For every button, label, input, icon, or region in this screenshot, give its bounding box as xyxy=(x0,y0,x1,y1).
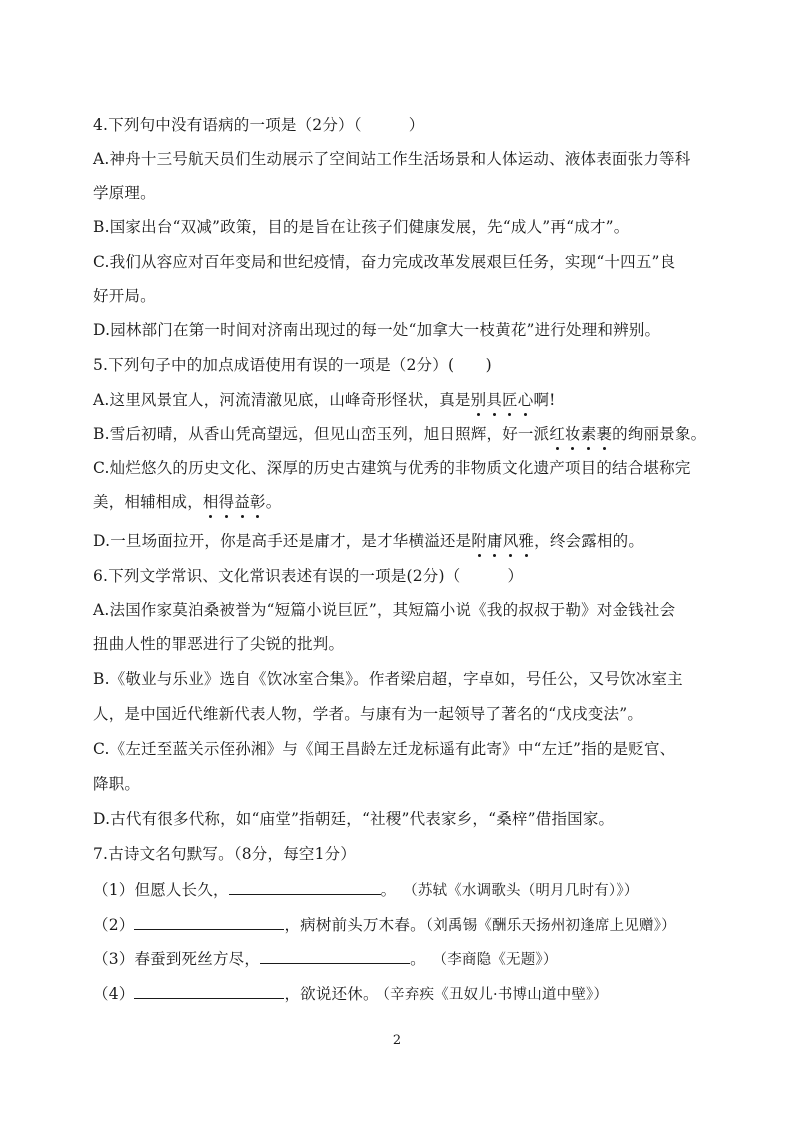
q7-item-3: （3）春蚕到死丝方尽， 。 （李商隐《无题》） xyxy=(93,947,708,971)
q4-option-c-line2: 好开局。 xyxy=(93,287,156,305)
q5-d-idiom: 附庸风雅 xyxy=(471,532,535,550)
q6-option-c-line1: C.《左迁至蓝关示侄孙湘》与《闻王昌龄左迁龙标遥有此寄》中“左迁”指的是贬官、 xyxy=(93,740,676,758)
q7-item-1: （1）但愿人长久， 。 （苏轼《水调歌头（明月几时有）》） xyxy=(93,878,708,902)
q5-c-end: 。 xyxy=(265,493,282,511)
q6-stem: 6.下列文学常识、文化常识表述有误的一项是(2分)（ ） xyxy=(93,567,524,585)
q4-option-c-line1: C.我们从容应对百年变局和世纪疫情，奋力完成改革发展艰巨任务，实现“十四五”良 xyxy=(93,253,676,271)
q5-option-a xyxy=(93,389,708,411)
q7-item-4-source: （辛弃疾《丑奴儿·书博山道中壁》） xyxy=(382,987,609,1003)
q6-option-c-line2: 降职。 xyxy=(93,775,141,793)
q5-a-text: A.这里风景宜人，河流清澈见底，山峰奇形怪状，真是 xyxy=(93,391,471,409)
q5-stem: 5.下列句子中的加点成语使用有误的一项是（2分）( ) xyxy=(93,356,492,374)
q5-d-end: ，终会露相的。 xyxy=(534,532,645,550)
q4-option-b: B.国家出台“双减”政策，目的是旨在让孩子们健康发展，先“成人”再“成才”。 xyxy=(93,218,630,236)
q5-c-idiom: 相得益彰 xyxy=(202,493,266,511)
q7-item-1-source: （苏轼《水调歌头（明月几时有）》） xyxy=(410,883,639,899)
q5-a-end: 啊! xyxy=(533,391,556,409)
q6-option-d: D.古代有很多代称，如“庙堂”指朝廷，“社稷”代表家乡，“桑梓”借指国家。 xyxy=(93,810,615,828)
answer-blank-4[interactable] xyxy=(134,982,284,999)
page-number: 2 xyxy=(392,1033,402,1048)
q5-option-b xyxy=(93,423,708,445)
q5-option-c-line2 xyxy=(93,491,708,513)
q5-a-idiom: 别具匠心 xyxy=(470,391,534,409)
q4-option-a-line1: A.神舟十三号航天员们生动展示了空间站工作生活场景和人体运动、液体表面张力等科 xyxy=(93,150,691,168)
q7-item-2: （2） ，病树前头万木春。（刘禹锡《酬乐天扬州初逢席上见赠》） xyxy=(93,913,708,937)
q6-option-b-line2: 人，是中国近代维新代表人物，学者。与康有为一起领导了著名的“戊戌变法”。 xyxy=(93,705,644,723)
q6-option-a-line1: A.法国作家莫泊桑被誉为“短篇小说巨匠”，其短篇小说《我的叔叔于勒》对金钱社会 xyxy=(93,601,676,619)
q7-item-2-source: （刘禹锡《酬乐天扬州初逢席上见赠》） xyxy=(425,918,676,934)
q6-option-a-line2: 扭曲人性的罪恶进行了尖锐的批判。 xyxy=(93,635,345,653)
q4-stem: 4.下列句中没有语病的一项是（2分）（ ） xyxy=(93,116,425,134)
q5-c-text: 美，相辅相成， xyxy=(93,493,203,511)
answer-blank-3[interactable] xyxy=(260,947,410,964)
q6-option-b-line1: B.《敬业与乐业》选自《饮冰室合集》。作者梁启超，字卓如，号任公，又号饮冰室主 xyxy=(93,670,683,688)
q7-item-3-source: （李商隐《无题》） xyxy=(439,952,558,968)
q5-b-idiom: 红妆素裹 xyxy=(549,425,613,443)
q4-option-d: D.园林部门在第一时间对济南出现过的每一处“加拿大一枝黄花”进行处理和辨别。 xyxy=(93,321,661,339)
q5-option-d xyxy=(93,530,708,552)
q7-item-4: （4） ，欲说还休。 （辛弃疾《丑奴儿·书博山道中壁》） xyxy=(93,982,708,1006)
answer-blank-1[interactable] xyxy=(229,878,381,895)
q4-option-a-line2: 学原理。 xyxy=(93,184,156,202)
q7-stem: 7.古诗文名句默写。（8分，每空1分） xyxy=(93,845,357,863)
answer-blank-2[interactable] xyxy=(134,913,284,930)
q5-b-text: B.雪后初晴，从香山凭高望远，但见山峦玉列，旭日照辉，好一派 xyxy=(93,425,550,443)
q5-b-end: 的绚丽景象。 xyxy=(612,425,707,443)
q5-option-c-line1: C.灿烂悠久的历史文化、深厚的历史古建筑与优秀的非物质文化遗产项目的结合堪称完 xyxy=(93,459,691,477)
q5-d-text: D.一旦场面拉开，你是高手还是庸才，是才华横溢还是 xyxy=(93,532,472,550)
